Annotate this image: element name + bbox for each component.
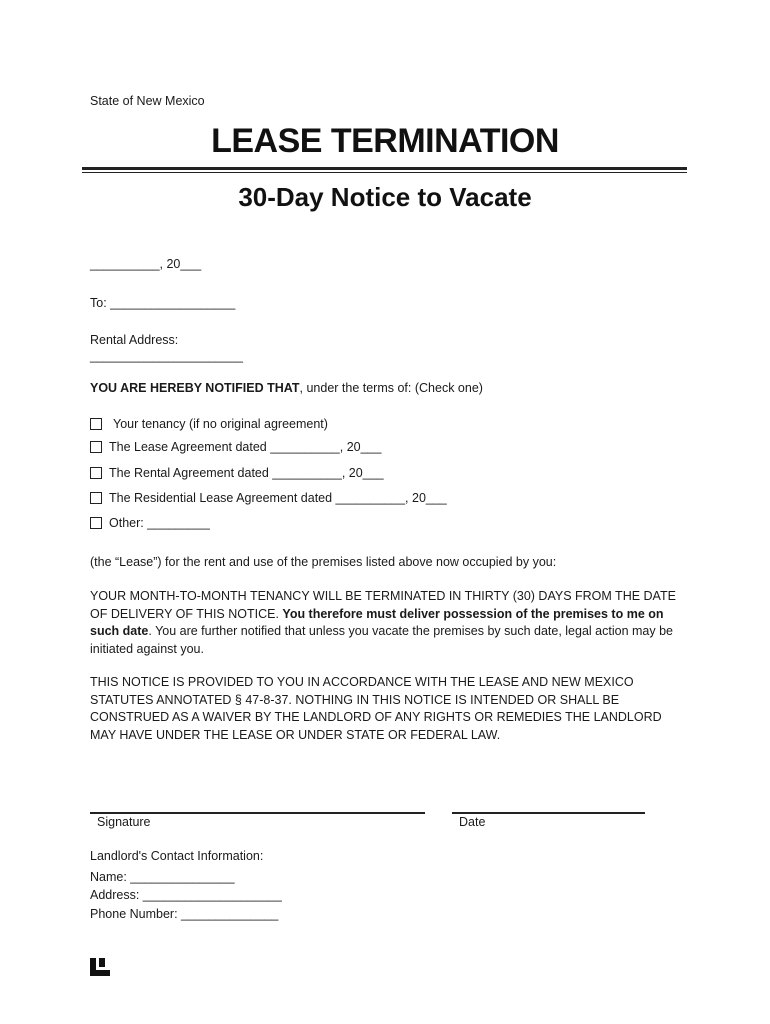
rental-address-field[interactable]: ______________________ xyxy=(90,349,243,363)
notice-intro xyxy=(90,381,483,395)
document-logo-icon xyxy=(90,958,110,976)
checkbox[interactable] xyxy=(90,467,102,479)
notice-intro-rest: , under the terms of: (Check one) xyxy=(299,381,483,395)
statute-paragraph: THIS NOTICE IS PROVIDED TO YOU IN ACCORDANCE WITH THE LEASE AND NEW MEXICO STATUTES ANNOTATED § 47-8-37. NOTHING IN THIS NOTICE IS INTENDED OR SHALL BE CONSTRUED AS A WAIVER BY THE LANDLORD OF ANY RIGHTS OR REMEDIES THE LANDLORD MAY HAVE UNDER THE LEASE OR UNDER STATE OR FEDERAL LAW. xyxy=(90,675,662,742)
notice-intro-bold: YOU ARE HEREBY NOTIFIED THAT xyxy=(90,381,300,395)
option-label: The Residential Lease Agreement dated __________, 20___ xyxy=(109,491,447,505)
option-rental-agreement[interactable] xyxy=(90,466,384,480)
option-lease-agreement[interactable] xyxy=(90,440,381,454)
landlord-address-field[interactable]: Address: ____________________ xyxy=(90,888,282,902)
option-label: Your tenancy (if no original agreement) xyxy=(113,417,328,431)
document-subtitle: 30-Day Notice to Vacate xyxy=(238,182,532,212)
termination-text: YOUR MONTH-TO-MONTH TENANCY WILL BE TERMINATED IN THIRTY (30) DAYS FROM THE DATE OF DELIVERY OF THIS NOTICE. xyxy=(90,589,676,621)
document-title: LEASE TERMINATION xyxy=(211,122,559,160)
date-label: Date xyxy=(459,815,486,829)
checkbox[interactable] xyxy=(90,441,102,453)
title-rule-thick xyxy=(82,167,687,170)
option-label: The Rental Agreement dated __________, 20___ xyxy=(109,466,384,480)
lease-definition: (the “Lease”) for the rent and use of the premises listed above now occupied by you: xyxy=(90,555,557,569)
date-field[interactable]: __________, 20___ xyxy=(90,257,202,271)
checkbox[interactable] xyxy=(90,418,102,430)
landlord-name-field[interactable]: Name: _______________ xyxy=(90,870,235,884)
landlord-contact-heading: Landlord's Contact Information: xyxy=(90,849,264,863)
option-tenancy[interactable] xyxy=(90,417,328,431)
landlord-phone-field[interactable]: Phone Number: ______________ xyxy=(90,907,279,921)
state-label: State of New Mexico xyxy=(90,94,205,108)
date-line[interactable] xyxy=(452,812,645,814)
option-label: Other: _________ xyxy=(109,516,210,530)
to-field[interactable]: To: __________________ xyxy=(90,296,236,310)
title-rule-thin xyxy=(82,172,687,173)
termination-text-continued: . You are further notified that unless you vacate the premises by such date, legal action may be initiated against you. xyxy=(90,624,673,656)
checkbox[interactable] xyxy=(90,492,102,504)
option-label: The Lease Agreement dated __________, 20___ xyxy=(109,440,382,454)
option-other[interactable] xyxy=(90,516,210,530)
checkbox[interactable] xyxy=(90,517,102,529)
option-residential-lease[interactable] xyxy=(90,491,447,505)
termination-bold-text: You therefore must deliver possession of the premises to me on such date xyxy=(90,606,664,638)
termination-paragraph xyxy=(90,588,690,658)
signature-line[interactable] xyxy=(90,812,425,814)
rental-address-label: Rental Address: xyxy=(90,333,179,347)
signature-label: Signature xyxy=(97,815,151,829)
